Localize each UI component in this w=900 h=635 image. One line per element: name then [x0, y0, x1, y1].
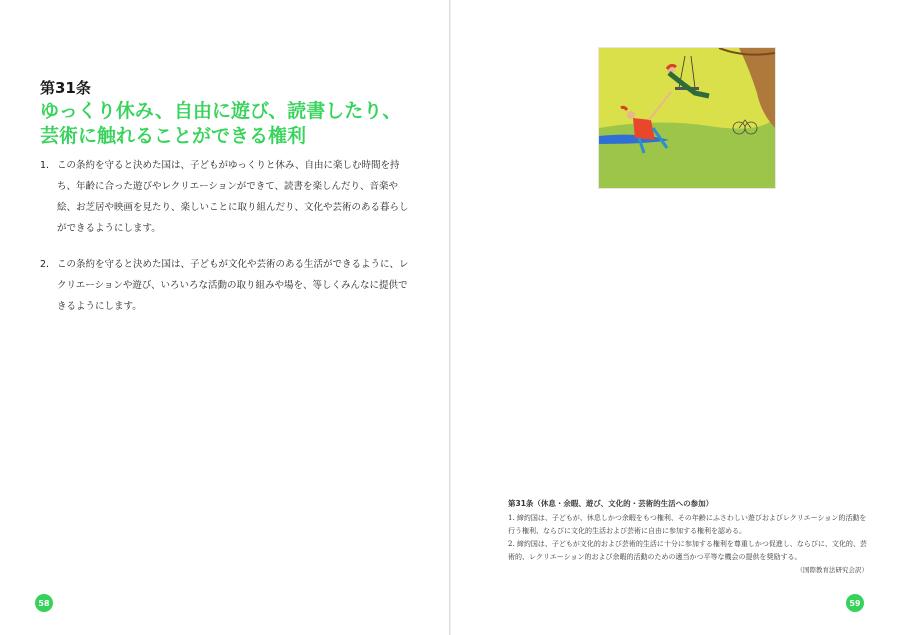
clause-text: この条約を守ると決めた国は、子どもが文化や芸術のある生活ができるように、レクリエーションや遊び、いろいろな活動の取り組みや場を、等しくみんなに提供できるようにします。: [57, 259, 409, 312]
official-article-heading: 第31条（休息・余暇、遊び、文化的・芸術的生活への参加）: [508, 499, 714, 508]
page-number-badge: 58: [35, 594, 53, 612]
official-clause-2: 2. 締約国は、子どもが文化的および芸術的生活に十分に参加する権利を尊重しかつ促進し、ならびに、文化的、芸術的、レクリエーション的および余暇的活動のための適当かつ平等な機会の提供を奨励する。: [508, 540, 867, 561]
clause-list: [40, 155, 410, 332]
clause-number: 1.: [40, 160, 50, 171]
article-title: [40, 99, 420, 149]
official-clause-1: 1. 締約国は、子どもが、休息しかつ余暇をもつ権利、その年齢にふさわしい遊びおよびレクリエーション的活動を行う権利、ならびに文化的生活および芸術に自由に参加する権利を認める。: [508, 514, 867, 535]
translator-credit: （国際教育法研究会訳）: [796, 566, 868, 574]
official-translation: [508, 497, 868, 577]
clause-item: [40, 155, 410, 239]
article-title-line-2: 芸術に触れることができる権利: [40, 125, 307, 147]
clause-number: 2.: [40, 259, 50, 270]
right-page: [451, 0, 900, 635]
clause-item: [40, 254, 410, 317]
page-number-badge: 59: [846, 594, 864, 612]
left-page: [0, 0, 449, 635]
illustration-artwork: [599, 48, 775, 188]
article-title-line-1: ゆっくり休み、自由に遊び、読書したり、: [40, 100, 402, 122]
children-on-swing-illustration: [598, 47, 776, 189]
clause-text: この条約を守ると決めた国は、子どもがゆっくりと休み、自由に楽しむ時間を持ち、年齢に合った遊びやレクリエーションができて、読書を楽しんだり、音楽や絵、お芝居や映画を見たり、楽しいことに取り組んだり、文化や芸術のある暮らしができるようにします。: [57, 160, 409, 234]
article-number: 第31条: [40, 79, 91, 97]
